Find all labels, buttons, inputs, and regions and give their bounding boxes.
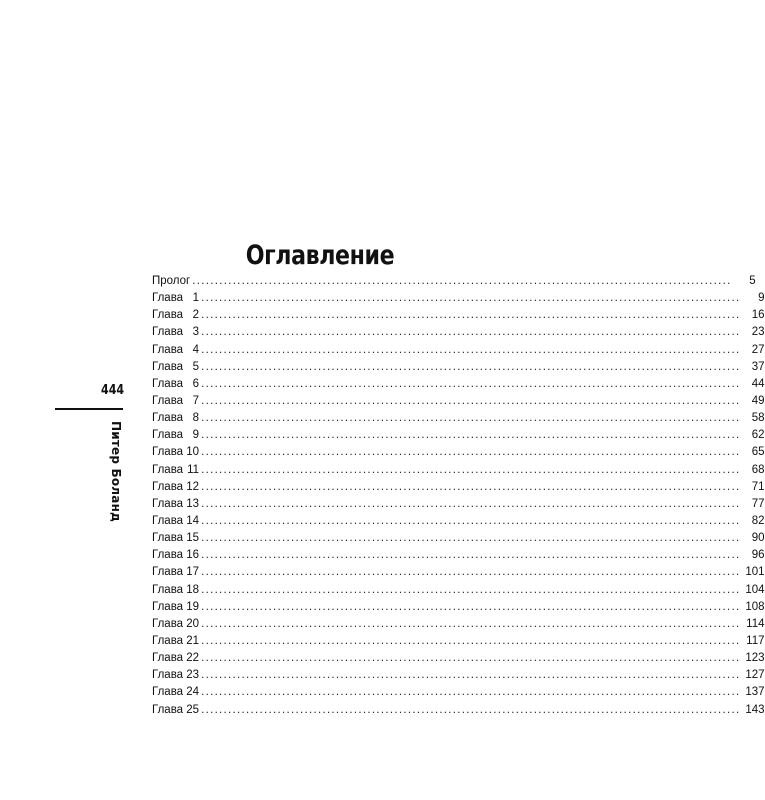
toc-entry-number: 2 [192,309,200,322]
toc-dot-leader: ........................................................................................................................ [201,532,741,545]
toc-dot-leader: ........................................................................................................................ [201,514,741,527]
toc-entry-number: 1 [192,292,200,305]
toc-entry [152,684,765,701]
side-rule-divider [55,408,123,410]
toc-entry-number: 25 [186,703,200,716]
toc-dot-leader: ........................................................................................................................ [201,309,741,322]
toc-entry-page: 82 [751,514,765,527]
toc-entry-label [152,393,199,410]
toc-dot-leader: ........................................................................................................................ [201,480,741,493]
toc-entry-number: 3 [192,326,200,339]
toc-dot-leader: ........................................................................................................................ [201,652,741,665]
toc-entry-word: Глава [152,394,184,407]
toc-entry-number: 13 [186,497,200,510]
toc-entry [152,444,765,461]
toc-entry-number: 6 [192,377,200,390]
toc-entry [152,702,765,719]
toc-entry-page: 27 [751,343,765,356]
toc-entry [152,393,765,410]
toc-entry [152,462,765,479]
toc-dot-leader: ........................................................................................................................ [201,412,741,425]
toc-entry-page: 5 [749,275,756,287]
toc-entry-page: 143 [745,703,765,716]
toc-entry-number: 15 [186,532,200,545]
toc-entry-page: 90 [751,532,765,545]
toc-entry-page: 101 [745,566,765,579]
toc-entry [152,479,765,496]
toc-dot-leader: ........................................................................................................................ [201,600,741,613]
toc-entry-label [152,547,199,564]
toc-entry-word: Глава [152,514,184,527]
toc-entry-number: 12 [186,480,200,493]
toc-entry-word: Глава [152,429,184,442]
toc-entry-label [152,667,199,684]
toc-entry-label [152,530,199,547]
toc-entry [152,530,765,547]
toc-entry [152,582,765,599]
toc-entry-word: Глава [152,686,184,699]
toc-entry-page: 44 [751,377,765,390]
toc-dot-leader: ........................................................................................................................ [201,703,741,716]
toc-entry-label [152,307,199,324]
toc-dot-leader: ........................................................................................................................ [201,292,741,305]
toc-entry-label [152,684,199,701]
toc-entry-page: 77 [751,497,765,510]
toc-entry-word: Глава [152,703,184,716]
toc-entry-word: Глава [152,634,184,647]
page-title: Оглавление [245,240,395,272]
toc-entry-page: 65 [751,446,765,459]
toc-entry [152,273,756,290]
toc-entry-label [152,290,199,307]
toc-entry-label [152,479,199,496]
toc-entry-word: Глава [152,532,184,545]
toc-entry-number: 9 [192,429,200,442]
toc-dot-leader: ........................................................................................................................ [201,566,741,579]
running-head-author: Питер Боланд [109,421,123,522]
toc-dot-leader: ........................................................................................................................ [201,669,741,682]
toc-entry [152,599,765,616]
toc-entry-page: 123 [745,652,765,665]
toc-dot-leader: ........................................................................................................................ [201,497,741,510]
toc-entry-word: Глава [152,463,184,476]
toc-entry-number: 23 [186,669,200,682]
toc-entry-label [152,599,199,616]
toc-entry-page: 117 [746,634,765,647]
toc-entry [152,564,765,581]
toc-entry-number: 20 [186,617,200,630]
toc-entry-number: 17 [186,566,200,579]
toc-entry-number: 7 [192,394,200,407]
toc-dot-leader: ........................................................................................................................ [201,377,741,390]
toc-dot-leader: ........................................................................................................................ [201,583,741,596]
toc-entry [152,410,765,427]
toc-entry-word: Глава [152,617,184,630]
toc-entry [152,376,765,393]
toc-entry-page: 71 [751,480,765,493]
toc-entry [152,427,765,444]
toc-entry-number: 18 [186,583,200,596]
toc-entry-label [152,359,199,376]
toc-dot-leader: ........................................................................................................................ [201,549,741,562]
toc-entry-number: 10 [186,446,200,459]
toc-dot-leader: ........................................................................................................................ [201,429,741,442]
toc-entry-number: 8 [192,412,200,425]
toc-dot-leader: ........................................................................................................................ [201,343,741,356]
toc-entry-label [152,427,199,444]
toc-dot-leader: ........................................................................................................................ [201,463,741,476]
toc-entry-word: Глава [152,549,184,562]
toc-entry [152,513,765,530]
toc-entry-label [152,444,199,461]
toc-entry [152,290,765,307]
toc-entry-label [152,513,199,530]
toc-entry-word: Пролог [152,275,191,287]
table-of-contents [152,273,765,719]
toc-entry-word: Глава [152,652,184,665]
toc-entry-word: Глава [152,326,184,339]
toc-entry [152,547,765,564]
toc-entry-page: 108 [745,600,765,613]
toc-entry [152,324,765,341]
toc-entry-word: Глава [152,600,184,613]
toc-entry-page: 23 [751,326,765,339]
toc-entry-page: 104 [745,583,765,596]
toc-entry-number: 21 [186,634,200,647]
toc-dot-leader: ........................................................................................................................ [201,394,741,407]
toc-entry-word: Глава [152,292,184,305]
toc-entry-word: Глава [152,377,184,390]
toc-entry-word: Глава [152,343,184,356]
toc-entry-label [152,376,199,393]
toc-entry-word: Глава [152,309,184,322]
toc-entry-number: 14 [186,514,200,527]
toc-entry-number: 16 [186,549,200,562]
toc-dot-leader: ........................................................................................................................ [201,446,741,459]
toc-entry-word: Глава [152,446,184,459]
toc-entry [152,342,765,359]
toc-entry-page: 9 [758,292,765,305]
toc-entry-label [152,324,199,341]
toc-entry [152,359,765,376]
toc-entry-label [152,496,199,513]
toc-entry-label [152,702,199,719]
toc-entry-page: 16 [751,309,765,322]
toc-entry [152,633,765,650]
toc-entry-label [152,342,199,359]
toc-entry [152,650,765,667]
toc-dot-leader: ........................................................................................................................ [201,686,741,699]
toc-dot-leader: ........................................................................................................................ [192,275,732,287]
toc-entry-number: 24 [186,686,200,699]
toc-entry-label [152,582,199,599]
toc-entry-word: Глава [152,412,184,425]
toc-entry-word: Глава [152,669,184,682]
toc-entry-label [152,650,199,667]
toc-entry-label [152,616,199,633]
toc-entry-page: 58 [751,412,765,425]
toc-entry-label [152,410,199,427]
toc-dot-leader: ........................................................................................................................ [201,326,741,339]
toc-entry [152,307,765,324]
toc-dot-leader: ........................................................................................................................ [201,617,741,630]
toc-entry-page: 114 [746,617,765,630]
toc-entry-page: 49 [751,394,765,407]
toc-entry-page: 62 [751,429,765,442]
toc-entry [152,667,765,684]
toc-entry-page: 68 [751,463,765,476]
toc-entry [152,616,765,633]
toc-entry-number: 11 [187,463,200,476]
page-number: 444 [101,383,125,398]
toc-entry-page: 37 [751,360,765,373]
toc-entry-word: Глава [152,583,184,596]
toc-entry [152,496,765,513]
toc-entry-number: 22 [186,652,200,665]
toc-entry-word: Глава [152,360,184,373]
toc-entry-number: 19 [186,600,200,613]
toc-entry-label [152,564,199,581]
toc-entry-word: Глава [152,480,184,493]
toc-dot-leader: ........................................................................................................................ [201,634,741,647]
toc-entry-page: 137 [745,686,765,699]
toc-entry-number: 4 [192,343,200,356]
toc-entry-page: 96 [751,549,765,562]
toc-entry-label [152,462,199,479]
toc-entry-label [152,633,199,650]
toc-entry-number: 5 [192,360,200,373]
toc-entry-page: 127 [745,669,765,682]
toc-dot-leader: ........................................................................................................................ [201,360,741,373]
toc-entry-word: Глава [152,566,184,579]
toc-entry-label [152,273,190,290]
toc-entry-word: Глава [152,497,184,510]
